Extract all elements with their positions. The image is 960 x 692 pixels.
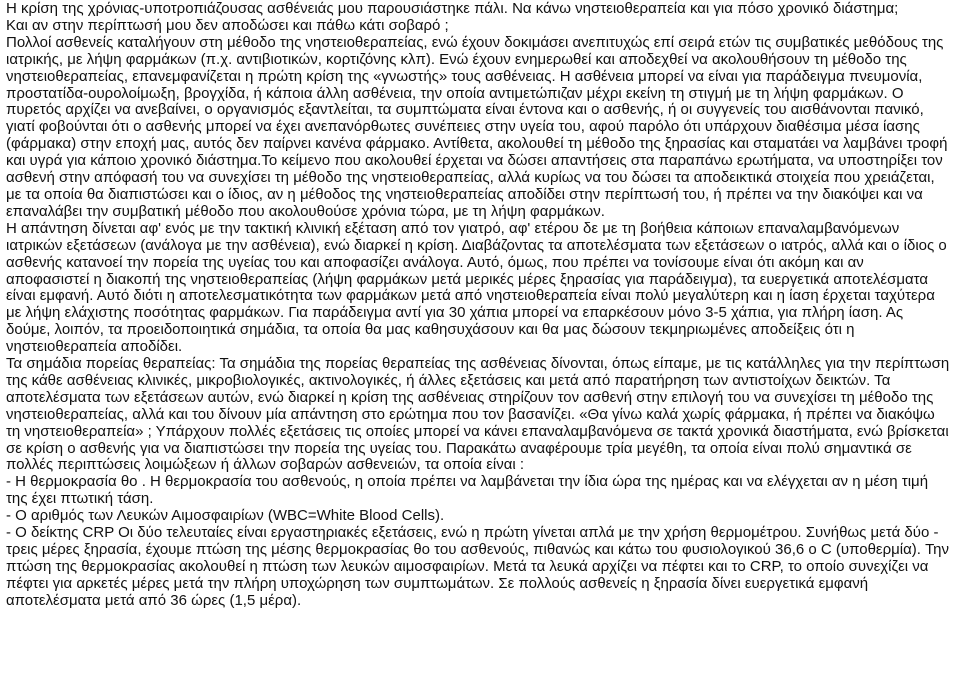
- document-list-item-wbc: - Ο αριθμός των Λευκών Αιμοσφαιρίων (WBC=White Blood Cells).: [6, 507, 445, 525]
- document-paragraph-therapy-signs: Τα σημάδια πορείας θεραπείας: Τα σημάδια της πορείας θεραπείας της ασθένειας δίνονται, όπως είπαμε, με τις κατάλληλες για την περίπτωση της κάθε ασθένειας κλινικές, μικροβιολογικές, ακτινολογικές, ή άλλες εξετάσεις και μετά από παρατήρηση των αντιστοίχων δεικτών. Τα αποτελέσματα των εξετάσεων αυτών, ενώ διαρκεί η κρίση της ασθένειας στηρίζουν τον ασθενή στην επιλογή του να συνεχίσει τη μέθοδο της νηστειοθεραπείας, αλλά και του δίνουν μία απάντηση στο ερώτημα που τον βασανίζει. «Θα γίνω καλά χωρίς φάρμακα, ή πρέπει να διακόψω τη νηστειοθεραπεία» ; Υπάρχουν πολλές εξετάσεις τις οποίες μπορεί να κάνει επαναλαμβανόμενα σε τακτά χρονικά διαστήματα, ενώ βρίσκεται σε κρίση ο ασθενής για να διαπιστώσει την πορεία της υγείας του. Παρακάτω αναφέρουμε τρία μεγέθη, τα οποία είναι πολύ σημαντικά σε πολλές περιπτώσεις λοιμώξεων ή άλλων σοβαρών ασθενειών, τα οποία είναι :: [6, 355, 950, 474]
- document-list-item-temperature: - Η θερμοκρασία θο . Η θερμοκρασία του ασθενούς, η οποία πρέπει να λαμβάνεται την ίδια ώρα της ημέρας και να ελέγχεται αν η μέση τιμή της έχει πτωτική τάση.: [6, 473, 929, 508]
- document-paragraph-question: Η κρίση της χρόνιας-υποτροπιάζουσας ασθένειάς μου παρουσιάστηκε πάλι. Να κάνω νηστειοθεραπεία και για πόσο χρονικό διάστημα;: [6, 0, 899, 17]
- document-list-item-crp: - Ο δείκτης CRP Οι δύο τελευταίες είναι εργαστηριακές εξετάσεις, ενώ η πρώτη γίνεται απλά με την χρήση θερμομέτρου. Συνήθως μετά δύο - τρεις μέρες ξηρασία, έχουμε πτώση της μέσης θερμοκρασίας θο του ασθενούς, πιθανώς και κάτω του φυσιολογικού 36,6 ο C (υποθερμία). Την πτώση της θερμοκρασίας ακολουθεί η πτώση των λευκών αιμοσφαιρίων. Μετά τα λευκά αρχίζει να πέφτει και το CRP, το οποίο συνεχίζει να πέφτει για αρκετές μέρες μετά την πλήρη υποχώρηση των συμπτωμάτων. Σε πολλούς ασθενείς η ξηρασία δίνει ευεργετικά εμφανή αποτελέσματα μετά από 36 ώρες (1,5 μέρα).: [6, 524, 950, 609]
- document-paragraph-answer: Η απάντηση δίνεται αφ' ενός με την τακτική κλινική εξέταση από τον γιατρό, αφ' ετέρου δε με τη βοήθεια κάποιων επαναλαμβανόμενων ιατρικών εξετάσεων (ανάλογα με την ασθένεια), ενώ διαρκεί η κρίση. Διαβάζοντας τα αποτελέσματα των εξετάσεων ο ιατρός, αλλά και ο ίδιος ο ασθενής κατανοεί την πορεία της υγείας του και αποφασίζει ανάλογα. Αυτό, όμως, που πρέπει να τονίσουμε είναι ότι ακόμη και αν αποφασιστεί η διακοπή της νηστειοθεραπείας (λήψη φαρμάκων μετά μερικές μέρες ξηρασίας για παράδειγμα), τα ευεργετικά αποτελέσματα είναι εμφανή. Αυτό διότι η αποτελεσματικότητα των φαρμάκων μετά από νηστειοθεραπεία είναι πολύ μεγαλύτερη και η ίαση έρχεται ταχύτερα με λήψη ελάχιστης ποσότητας φαρμάκων. Για παράδειγμα αντί για 30 χάπια μπορεί να επαρκέσουν μόνο 3-5 χάπια, για πλήρη ίαση. Ας δούμε, λοιπόν, τα προειδοποιητικά σημάδια, τα οποία θα μας καθησυχάσουν και θα μας δώσουν τεκμηριωμένες αποδείξεις ότι η νηστειοθεραπεία αποδίδει.: [6, 219, 947, 356]
- document-paragraph-question-followup: Και αν στην περίπτωσή μου δεν αποδώσει και πάθω κάτι σοβαρό ;: [6, 16, 449, 34]
- document-paragraph-intro: Πολλοί ασθενείς καταλήγουν στη μέθοδο της νηστειοθεραπείας, ενώ έχουν δοκιμάσει ανεπιτυχώς επί σειρά ετών τις συμβατικές μεθόδους της ιατρικής, με λήψη φαρμάκων (π.χ. αντιβιοτικών, κορτιζόνης κλπ). Ενώ έχουν ενημερωθεί και αποδεχθεί να ακολουθήσουν τη μέθοδο της νηστειοθεραπείας, επανεμφανίζεται η πρώτη κρίση της «γνωστής» τους ασθένειας. Η ασθένεια μπορεί να είναι για παράδειγμα πνευμονία, προστατίδα-ουρολοίμωξη, βρογχίδα, ή κάποια άλλη ασθένεια, την οποία αντιμετώπιζαν μέχρι εκείνη τη στιγμή με τη λήψη φαρμάκων. Ο πυρετός αρχίζει να ανεβαίνει, ο οργανισμός εξαντλείται, τα συμπτώματα είναι έντονα και ο ασθενής, ή οι συγγενείς του αισθάνονται πανικό, γιατί φοβούνται ότι ο ασθενής μπορεί να έχει ανεπανόρθωτες συνέπειες στην υγεία του, αφού παρόλο ότι υπάρχουν διαθέσιμα μέσα ίασης (φάρμακα) στην εποχή μας, αυτός δεν παίρνει κανένα φάρμακο. Αντίθετα, ακολουθεί τη μέθοδο της ξηρασίας και σταματάει να λαμβάνει τροφή και υγρά για κάποιο χρονικό διάστημα.Το κείμενο που ακολουθεί έρχεται να δώσει απαντήσεις στα παραπάνω ερωτήματα, να υποστηρίξει τον ασθενή στην απόφασή του να συνεχίσει τη μέθοδο της νηστειοθεραπείας, αλλά κυρίως να του δώσει τα αποδεικτικά στοιχεία που χρειάζεται, με τα οποία θα διαπιστώσει και ο ίδιος, αν η μέθοδος της νηστειοθεραπείας αποδίδει στην περίπτωσή του, ή πρέπει να την διακόψει και να επαναλάβει την συμβατική μέθοδο που ακολουθούσε χρόνια τώρα, με τη λήψη φαρμάκων.: [6, 33, 948, 220]
